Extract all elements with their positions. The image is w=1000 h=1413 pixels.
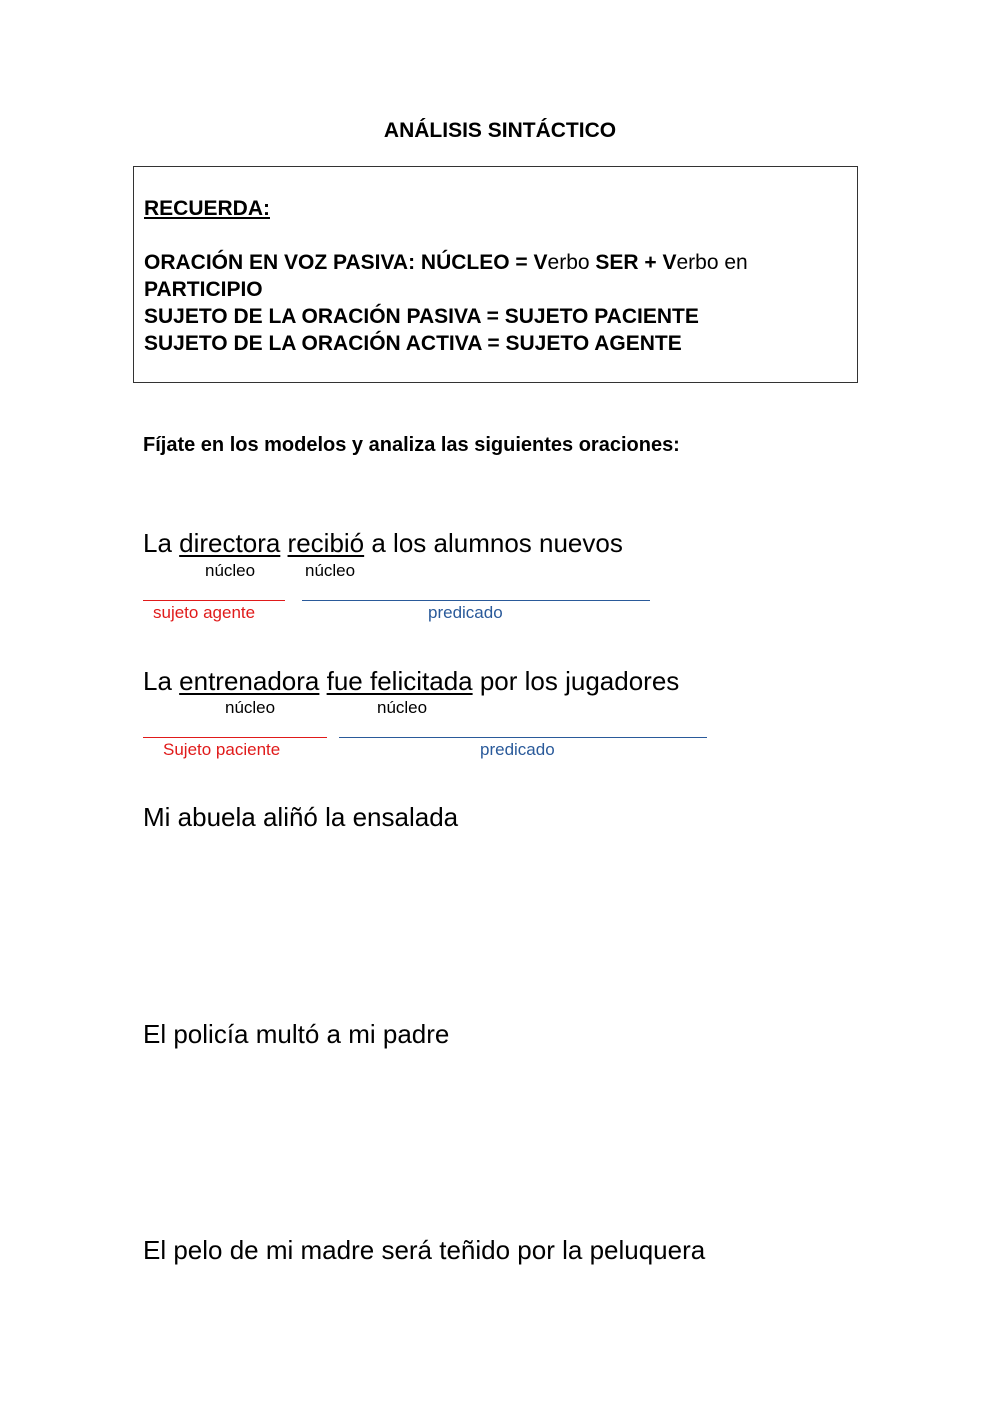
model2-subject-nucleus: entrenadora [179,666,320,696]
model1-space [280,528,287,558]
exercise-sentence-1: Mi abuela aliñó la ensalada [143,802,459,832]
model2-word: La [143,666,180,696]
model2-nucleus-label-2: núcleo [377,698,428,717]
model1-subject-label: sujeto agente [153,603,256,622]
model2-space [319,666,326,696]
model2-nucleus-label-1: núcleo [225,698,276,717]
reminder-line-1-c: SER + V [589,251,677,274]
instruction: Fíjate en los modelos y analiza las siguientes oraciones: [143,434,680,456]
reminder-line-4: SUJETO DE LA ORACIÓN ACTIVA = SUJETO AGENTE [144,332,682,355]
reminder-line-1 [144,251,748,275]
model2-subject-label: Sujeto paciente [163,740,281,759]
model1-predicate-label: predicado [428,603,503,622]
model2-predicate-line [339,737,707,738]
model2-predicate-label: predicado [480,740,555,759]
model2-verb-nucleus: fue felicitada [326,666,473,696]
model-sentence-2 [143,666,679,697]
model2-subject-line [143,737,327,738]
reminder-line-2: PARTICIPIO [144,278,263,301]
reminder-line-1-a: ORACIÓN EN VOZ PASIVA: NÚCLEO = V [144,251,548,274]
model2-rest: por los jugadores [472,666,680,696]
model1-nucleus-label-1: núcleo [205,561,256,580]
reminder-heading: RECUERDA: [144,197,270,220]
reminder-box [133,166,858,383]
reminder-line-1-d: erbo en [676,251,748,274]
model1-subject-nucleus: directora [179,528,281,558]
model1-word: La [143,528,180,558]
page-title: ANÁLISIS SINTÁCTICO [383,119,617,142]
model1-subject-line [143,600,285,601]
exercise-sentence-2: El policía multó a mi padre [143,1019,450,1049]
model1-nucleus-label-2: núcleo [305,561,356,580]
reminder-line-1-b: erbo [547,251,590,274]
model-sentence-1 [143,528,623,559]
exercise-sentence-3: El pelo de mi madre será teñido por la peluquera [143,1235,706,1265]
model1-predicate-line [302,600,650,601]
model1-verb-nucleus: recibió [287,528,365,558]
reminder-line-3: SUJETO DE LA ORACIÓN PASIVA = SUJETO PACIENTE [144,305,699,328]
model1-rest: a los alumnos nuevos [364,528,623,558]
